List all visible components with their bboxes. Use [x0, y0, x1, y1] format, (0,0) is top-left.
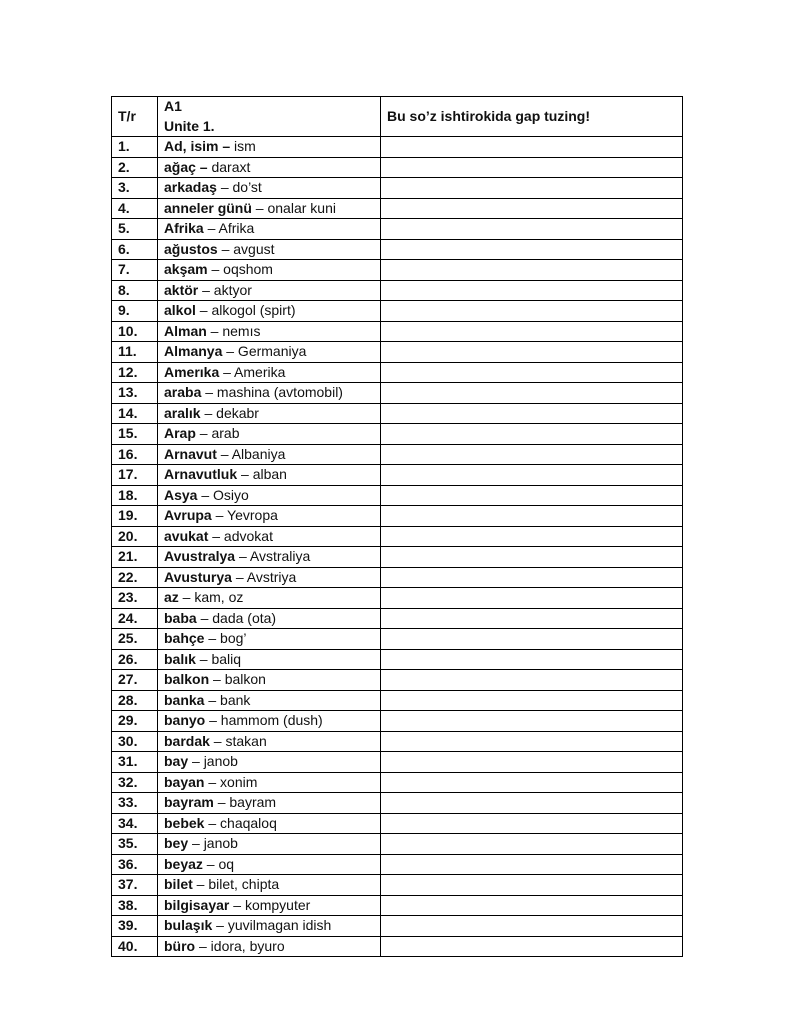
uzbek-translation: – oqshom	[207, 261, 273, 277]
turkish-word: Arnavutluk	[164, 466, 238, 482]
sentence-input-cell[interactable]	[381, 260, 683, 281]
uzbek-translation: – balkon	[209, 671, 266, 687]
row-number: 20.	[112, 526, 158, 547]
turkish-word: baba	[164, 609, 197, 626]
table-row	[112, 834, 683, 855]
sentence-input-cell[interactable]	[381, 895, 683, 916]
sentence-input-cell[interactable]	[381, 444, 683, 465]
table-row	[112, 239, 683, 260]
turkish-word: Almanya	[164, 343, 223, 359]
word-cell	[158, 301, 381, 322]
row-number: 17.	[112, 465, 158, 486]
sentence-input-cell[interactable]	[381, 834, 683, 855]
row-number: 19.	[112, 506, 158, 527]
sentence-input-cell[interactable]	[381, 711, 683, 732]
table-row	[112, 936, 683, 957]
task-column-header: Bu so’z ishtirokida gap tuzing!	[381, 97, 683, 137]
word-cell	[158, 608, 381, 629]
turkish-word: Amerıka	[164, 363, 220, 380]
sentence-input-cell[interactable]	[381, 731, 683, 752]
word-cell	[158, 772, 381, 793]
uzbek-translation: – Osiyo	[197, 486, 249, 503]
row-number: 16.	[112, 444, 158, 465]
sentence-input-cell[interactable]	[381, 588, 683, 609]
uzbek-translation: – Germaniya	[222, 343, 307, 359]
sentence-input-cell[interactable]	[381, 752, 683, 773]
word-cell	[158, 321, 381, 342]
uzbek-translation: – oq	[202, 855, 235, 872]
sentence-input-cell[interactable]	[381, 567, 683, 588]
word-cell	[158, 280, 381, 301]
row-number: 8.	[112, 280, 158, 301]
turkish-word: az	[164, 589, 179, 605]
header-row	[112, 97, 683, 137]
sentence-input-cell[interactable]	[381, 424, 683, 445]
word-cell	[158, 526, 381, 547]
row-number: 27.	[112, 670, 158, 691]
sentence-input-cell[interactable]	[381, 526, 683, 547]
word-cell	[158, 342, 381, 363]
turkish-word: anneler günü	[164, 199, 252, 216]
row-number: 29.	[112, 711, 158, 732]
table-row	[112, 772, 683, 793]
sentence-input-cell[interactable]	[381, 219, 683, 240]
uzbek-translation: – janob	[188, 753, 238, 769]
row-number: 35.	[112, 834, 158, 855]
uzbek-translation: – do’st	[216, 179, 262, 195]
row-number: 37.	[112, 875, 158, 896]
row-number: 15.	[112, 424, 158, 445]
turkish-word: bahçe	[164, 630, 205, 646]
uzbek-translation: – bilet, chipta	[192, 876, 280, 892]
row-number: 13.	[112, 383, 158, 404]
turkish-word: bulaşık	[164, 917, 213, 933]
sentence-input-cell[interactable]	[381, 342, 683, 363]
row-number: 1.	[112, 137, 158, 158]
table-row	[112, 895, 683, 916]
table-row	[112, 813, 683, 834]
sentence-input-cell[interactable]	[381, 198, 683, 219]
uzbek-translation: – bayram	[213, 794, 277, 810]
uzbek-translation: daraxt	[207, 158, 251, 175]
turkish-word: Avustralya	[164, 548, 236, 564]
row-number: 7.	[112, 260, 158, 281]
sentence-input-cell[interactable]	[381, 362, 683, 383]
sentence-input-cell[interactable]	[381, 608, 683, 629]
table-row	[112, 219, 683, 240]
turkish-word: beyaz	[164, 855, 203, 872]
uzbek-translation: – kam, oz	[178, 589, 244, 605]
row-number: 24.	[112, 608, 158, 629]
turkish-word: bayan	[164, 773, 205, 790]
table-row	[112, 383, 683, 404]
turkish-word: bilet	[164, 876, 193, 892]
row-number: 4.	[112, 198, 158, 219]
word-cell	[158, 936, 381, 957]
turkish-word: bay	[164, 753, 189, 769]
word-cell	[158, 547, 381, 568]
sentence-input-cell[interactable]	[381, 649, 683, 670]
turkish-word: akşam	[164, 261, 208, 277]
uzbek-translation: – Avstraliya	[235, 548, 311, 564]
table-row	[112, 342, 683, 363]
uzbek-translation: – mashina (avtomobil)	[201, 384, 343, 400]
row-number: 18.	[112, 485, 158, 506]
table-row	[112, 588, 683, 609]
row-number: 14.	[112, 403, 158, 424]
word-cell	[158, 834, 381, 855]
table-row	[112, 301, 683, 322]
uzbek-translation: – aktyor	[198, 281, 252, 298]
uzbek-translation: – arab	[195, 425, 240, 441]
sentence-input-cell[interactable]	[381, 403, 683, 424]
unit-label: Unite 1.	[164, 117, 215, 134]
turkish-word: Avrupa	[164, 507, 212, 523]
sentence-input-cell[interactable]	[381, 137, 683, 158]
turkish-word: ağustos	[164, 240, 218, 257]
table-row	[112, 567, 683, 588]
word-cell	[158, 629, 381, 650]
uzbek-translation: – chaqaloq	[204, 814, 277, 831]
row-number: 38.	[112, 895, 158, 916]
sentence-input-cell[interactable]	[381, 280, 683, 301]
table-row	[112, 485, 683, 506]
uzbek-translation: – Albaniya	[216, 445, 286, 462]
table-row	[112, 916, 683, 937]
uzbek-translation: – nemıs	[206, 322, 261, 339]
table-row	[112, 854, 683, 875]
row-number: 12.	[112, 362, 158, 383]
sentence-input-cell[interactable]	[381, 936, 683, 957]
sentence-input-cell[interactable]	[381, 239, 683, 260]
word-cell	[158, 198, 381, 219]
word-cell	[158, 670, 381, 691]
word-cell	[158, 239, 381, 260]
sentence-input-cell[interactable]	[381, 793, 683, 814]
row-number: 23.	[112, 588, 158, 609]
turkish-word: araba	[164, 384, 202, 400]
row-number: 25.	[112, 629, 158, 650]
table-row	[112, 178, 683, 199]
row-number: 26.	[112, 649, 158, 670]
word-cell	[158, 444, 381, 465]
turkish-word: balık	[164, 650, 196, 667]
turkish-word: bayram	[164, 794, 214, 810]
table-row	[112, 506, 683, 527]
word-cell	[158, 137, 381, 158]
uzbek-translation: – kompyuter	[229, 896, 311, 913]
word-cell	[158, 465, 381, 486]
uzbek-translation: – alkogol (spirt)	[195, 302, 296, 318]
turkish-word: avukat	[164, 527, 209, 544]
level-unit-header	[158, 97, 381, 137]
word-cell	[158, 916, 381, 937]
sentence-input-cell[interactable]	[381, 485, 683, 506]
word-cell	[158, 649, 381, 670]
uzbek-translation: – hammom (dush)	[205, 712, 323, 728]
uzbek-translation: – dada (ota)	[196, 609, 277, 626]
sentence-input-cell[interactable]	[381, 854, 683, 875]
level-label: A1	[164, 98, 182, 114]
table-row	[112, 321, 683, 342]
uzbek-translation: – Afrika	[203, 220, 255, 236]
sentence-input-cell[interactable]	[381, 157, 683, 178]
table-row	[112, 875, 683, 896]
row-number: 28.	[112, 690, 158, 711]
vocabulary-table	[111, 96, 683, 957]
uzbek-translation: ism	[230, 138, 256, 154]
sentence-input-cell[interactable]	[381, 670, 683, 691]
turkish-word: bebek	[164, 814, 205, 831]
word-cell	[158, 690, 381, 711]
table-row	[112, 793, 683, 814]
turkish-word: Asya	[164, 486, 198, 503]
turkish-word: ağaç –	[164, 158, 208, 175]
table-row	[112, 137, 683, 158]
word-cell	[158, 854, 381, 875]
table-row	[112, 526, 683, 547]
table-row	[112, 444, 683, 465]
table-row	[112, 547, 683, 568]
row-number: 11.	[112, 342, 158, 363]
row-number: 40.	[112, 936, 158, 957]
word-cell	[158, 711, 381, 732]
row-number: 9.	[112, 301, 158, 322]
row-number: 10.	[112, 321, 158, 342]
turkish-word: Avusturya	[164, 568, 232, 585]
sentence-input-cell[interactable]	[381, 506, 683, 527]
word-cell	[158, 485, 381, 506]
table-row	[112, 403, 683, 424]
sentence-input-cell[interactable]	[381, 547, 683, 568]
sentence-input-cell[interactable]	[381, 813, 683, 834]
uzbek-translation: – yuvilmagan idish	[212, 917, 332, 933]
word-cell	[158, 424, 381, 445]
sentence-input-cell[interactable]	[381, 772, 683, 793]
uzbek-translation: – Amerika	[219, 363, 286, 380]
uzbek-translation: – alban	[237, 466, 287, 482]
table-row	[112, 465, 683, 486]
row-number: 22.	[112, 567, 158, 588]
row-number: 21.	[112, 547, 158, 568]
turkish-word: aktör	[164, 281, 199, 298]
table-row	[112, 752, 683, 773]
word-cell	[158, 383, 381, 404]
uzbek-translation: – stakan	[209, 732, 267, 749]
uzbek-translation: – bank	[204, 691, 251, 708]
uzbek-translation: – xonim	[204, 773, 258, 790]
word-cell	[158, 588, 381, 609]
vocabulary-table-body	[112, 97, 683, 957]
word-cell	[158, 403, 381, 424]
turkish-word: Alman	[164, 322, 207, 339]
turkish-word: banyo	[164, 712, 206, 728]
uzbek-translation: – dekabr	[200, 404, 259, 421]
word-cell	[158, 752, 381, 773]
uzbek-translation: – avgust	[217, 240, 275, 257]
word-cell	[158, 731, 381, 752]
table-row	[112, 629, 683, 650]
table-row	[112, 731, 683, 752]
sentence-input-cell[interactable]	[381, 629, 683, 650]
table-row	[112, 362, 683, 383]
word-cell	[158, 895, 381, 916]
sentence-input-cell[interactable]	[381, 465, 683, 486]
row-number: 31.	[112, 752, 158, 773]
uzbek-translation: – Yevropa	[211, 507, 278, 523]
uzbek-translation: – bog’	[204, 630, 247, 646]
turkish-word: bilgisayar	[164, 896, 230, 913]
turkish-word: Ad, isim –	[164, 138, 231, 154]
uzbek-translation: – Avstriya	[231, 568, 297, 585]
table-row	[112, 711, 683, 732]
sentence-input-cell[interactable]	[381, 916, 683, 937]
turkish-word: bardak	[164, 732, 210, 749]
word-cell	[158, 362, 381, 383]
uzbek-translation: – advokat	[208, 527, 273, 544]
row-number: 32.	[112, 772, 158, 793]
word-cell	[158, 157, 381, 178]
turkish-word: büro	[164, 937, 196, 954]
turkish-word: Arap	[164, 425, 196, 441]
table-row	[112, 424, 683, 445]
word-cell	[158, 793, 381, 814]
sentence-input-cell[interactable]	[381, 178, 683, 199]
uzbek-translation: – idora, byuro	[195, 937, 285, 954]
word-cell	[158, 178, 381, 199]
row-number: 3.	[112, 178, 158, 199]
table-row	[112, 157, 683, 178]
word-cell	[158, 260, 381, 281]
row-number: 5.	[112, 219, 158, 240]
word-cell	[158, 875, 381, 896]
sentence-input-cell[interactable]	[381, 321, 683, 342]
turkish-word: arkadaş	[164, 179, 217, 195]
table-row	[112, 260, 683, 281]
turkish-word: bey	[164, 835, 189, 851]
table-row	[112, 198, 683, 219]
uzbek-translation: – onalar kuni	[251, 199, 336, 216]
sentence-input-cell[interactable]	[381, 301, 683, 322]
uzbek-translation: – baliq	[195, 650, 242, 667]
row-number: 36.	[112, 854, 158, 875]
word-cell	[158, 506, 381, 527]
table-row	[112, 280, 683, 301]
turkish-word: Afrika	[164, 220, 204, 236]
row-number: 30.	[112, 731, 158, 752]
row-number: 2.	[112, 157, 158, 178]
row-number: 34.	[112, 813, 158, 834]
number-column-header: T/r	[112, 97, 158, 137]
row-number: 39.	[112, 916, 158, 937]
turkish-word: banka	[164, 691, 205, 708]
uzbek-translation: – janob	[188, 835, 238, 851]
turkish-word: aralık	[164, 404, 201, 421]
word-cell	[158, 813, 381, 834]
word-cell	[158, 219, 381, 240]
table-row	[112, 670, 683, 691]
row-number: 6.	[112, 239, 158, 260]
sentence-input-cell[interactable]	[381, 383, 683, 404]
table-row	[112, 690, 683, 711]
table-row	[112, 649, 683, 670]
word-cell	[158, 567, 381, 588]
turkish-word: balkon	[164, 671, 210, 687]
sentence-input-cell[interactable]	[381, 875, 683, 896]
sentence-input-cell[interactable]	[381, 690, 683, 711]
turkish-word: Arnavut	[164, 445, 217, 462]
turkish-word: alkol	[164, 302, 196, 318]
table-row	[112, 608, 683, 629]
row-number: 33.	[112, 793, 158, 814]
